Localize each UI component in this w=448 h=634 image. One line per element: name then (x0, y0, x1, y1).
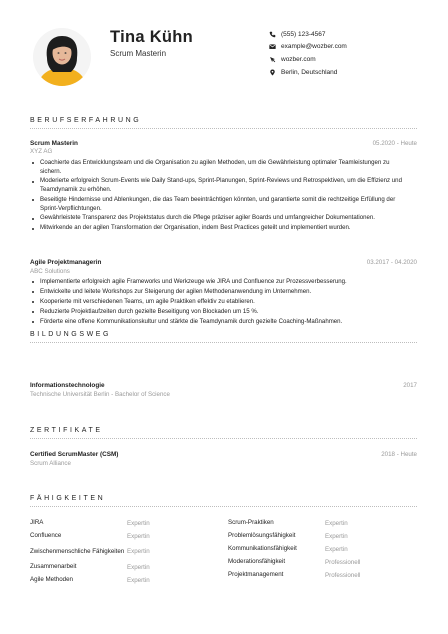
section-title-experience: BERUFSERFAHRUNG (30, 117, 142, 124)
section-divider (30, 128, 417, 129)
education-school: Technische Universität Berlin - Bachelor of Science (30, 391, 170, 398)
list-item: Gewährleistete Transparenz des Projektstatus durch die Pflege präziser agiler Boards und umfangreicher Dokumentationen. (30, 214, 410, 223)
section-title-skills: FÄHIGKEITEN (30, 495, 106, 502)
skill-item (30, 543, 210, 561)
list-item: Förderte eine offene Kommunikationskultur und stärkte die Teamdynamik durch gezielte Coaching-Maßnahmen. (30, 318, 410, 327)
skill-level: Expertin (127, 519, 150, 527)
skill-level: Expertin (127, 548, 150, 555)
contact-email (268, 41, 347, 54)
skill-item (30, 517, 210, 530)
section-divider (30, 342, 417, 343)
cursor-icon (268, 55, 276, 63)
location-text: Berlin, Deutschland (281, 68, 338, 76)
skill-level: Expertin (127, 532, 150, 540)
education-degree: Informationstechnologie (30, 382, 105, 389)
contact-block (268, 28, 347, 78)
skill-name: JIRA (30, 519, 44, 527)
job-company: XYZ AG (30, 148, 53, 155)
job-company: ABC Solutions (30, 268, 70, 275)
skill-name: Zusammenarbeit (30, 563, 77, 570)
skill-name: Agile Methoden (30, 576, 73, 583)
skill-level: Expertin (325, 545, 348, 553)
skill-level: Expertin (325, 532, 348, 540)
email-text[interactable]: example@wozber.com (281, 43, 347, 51)
skill-level: Professionell (325, 558, 361, 566)
job-title: Scrum Masterin (30, 140, 78, 147)
skill-name: Kommunikationsfähigkeit (228, 545, 297, 552)
skill-item (228, 517, 408, 530)
list-item: Beseitigte Hindernisse und Ablenkungen, die das Team beeinträchtigen könnten, und garantierte somit die rechtzeitige Erfüllung der Sprint-Verpflichtungen. (30, 196, 410, 213)
skill-item (30, 530, 210, 543)
website-text[interactable]: wozber.com (281, 55, 316, 63)
location-pin-icon (268, 68, 276, 76)
candidate-title: Scrum Masterin (110, 49, 167, 58)
skill-level: Expertin (127, 576, 150, 584)
avatar (33, 28, 91, 86)
list-item: Mitwirkende an der agilen Transformation der Organisation, indem Best Practices geteilt und implementiert wurden. (30, 224, 410, 233)
contact-website (268, 53, 347, 66)
skill-item (228, 543, 408, 556)
section-divider (30, 438, 417, 439)
skill-item (228, 569, 408, 582)
skill-name: Projektmanagement (228, 571, 284, 578)
list-item: Moderierte erfolgreich Scrum-Events wie Daily Stand-ups, Sprint-Planungen, Sprint-Reviews und Retrospektiven, um die Effizienz und Teamdynamik zu erhöhen. (30, 177, 410, 194)
skill-name: Problemlösungsfähigkeit (228, 532, 296, 539)
certificate-issuer: Scrum Alliance (30, 460, 71, 467)
job-dates: 05.2020 - Heute (372, 140, 417, 147)
education-year: 2017 (403, 382, 417, 389)
list-item: Entwickelte und leitete Workshops zur Steigerung der agilen Methodenanwendung im Unternehmen. (30, 288, 410, 297)
email-icon (268, 43, 276, 51)
job-title: Agile Projektmanagerin (30, 259, 102, 266)
section-title-certificates: ZERTIFIKATE (30, 427, 103, 434)
skill-name: Moderationsfähigkeit (228, 558, 286, 565)
candidate-name: Tina Kühn (110, 28, 194, 46)
contact-location (268, 66, 347, 79)
certificate-dates: 2018 - Heute (381, 451, 417, 458)
skill-name: Confluence (30, 532, 62, 539)
section-divider (30, 506, 417, 507)
skill-item (30, 574, 210, 587)
skill-item (228, 530, 408, 543)
certificate-name: Certified ScrumMaster (CSM) (30, 451, 119, 458)
skills-column-right (228, 517, 408, 582)
skill-name: Zwischenmenschliche Fähigkeiten (30, 547, 125, 555)
job-bullets (30, 278, 410, 327)
contact-phone (268, 28, 347, 41)
phone-text: (555) 123-4567 (281, 30, 326, 38)
list-item: Reduzierte Projektlaufzeiten durch gezielte Beseitigung von Blockaden um 15 %. (30, 308, 410, 317)
phone-icon (268, 30, 276, 38)
skills-column-left (30, 517, 210, 587)
skill-level: Expertin (127, 563, 150, 571)
skill-item (228, 556, 408, 569)
list-item: Kooperierte mit verschiedenen Teams, um agile Praktiken effektiv zu etablieren. (30, 298, 410, 307)
section-title-education: BILDUNGSWEG (30, 331, 112, 338)
skill-level: Professionell (325, 571, 361, 579)
list-item: Coachierte das Entwicklungsteam und die Organisation zu agilen Methoden, um die Gewährleistung optimaler Teamleistungen zu sichern. (30, 159, 410, 176)
list-item: Implementierte erfolgreich agile Frameworks und Werkzeuge wie JIRA und Confluence zur Prozessverbesserung. (30, 278, 410, 287)
skill-name: Scrum-Praktiken (228, 519, 274, 527)
job-bullets (30, 159, 410, 234)
skill-item (30, 561, 210, 574)
job-dates: 03.2017 - 04.2020 (366, 259, 417, 266)
skill-level: Expertin (325, 519, 348, 527)
